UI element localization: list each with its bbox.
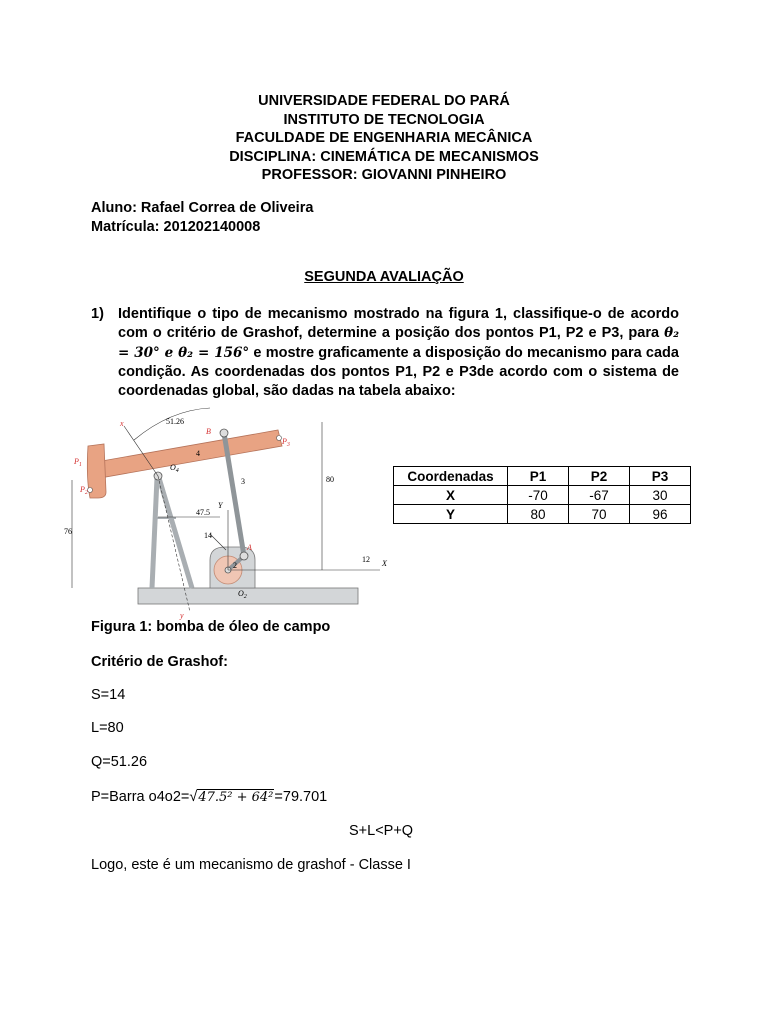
label-dim-47: 47.5 bbox=[196, 508, 210, 517]
table-header-row bbox=[394, 467, 691, 486]
label-link-3: 3 bbox=[241, 477, 245, 486]
table-cell: Y bbox=[394, 505, 508, 524]
value-s: S=14 bbox=[91, 687, 126, 703]
pivot-b bbox=[220, 429, 228, 437]
student-info bbox=[91, 199, 313, 237]
question-1 bbox=[91, 305, 679, 401]
label-dim-80: 80 bbox=[326, 475, 334, 484]
table-cell: 96 bbox=[630, 505, 691, 524]
label-point-o4: $O_4$ bbox=[170, 463, 179, 474]
label-axis-x-global: X bbox=[382, 559, 387, 568]
label-axis-x-local: x bbox=[120, 419, 124, 428]
university-name: UNIVERSIDADE FEDERAL DO PARÁ bbox=[258, 93, 510, 109]
table-cell: -67 bbox=[569, 486, 630, 505]
table-row bbox=[394, 486, 691, 505]
institution-header bbox=[0, 92, 768, 185]
faculty-name: FACULDADE DE ENGENHARIA MECÂNICA bbox=[235, 130, 533, 146]
label-point-p2: $P_2$ bbox=[80, 485, 88, 496]
table-cell: 30 bbox=[630, 486, 691, 505]
question-text-part1: Identifique o tipo de mecanismo mostrado na figura 1, classifique-o de acordo com o critério de Grashof, determine a posição dos pontos P1, P2 e P3, para bbox=[118, 306, 679, 342]
pivot-a bbox=[240, 552, 248, 560]
label-axis-y-global: Y bbox=[218, 501, 223, 510]
label-link-4: 4 bbox=[196, 449, 200, 458]
exam-title: SEGUNDA AVALIAÇÃO bbox=[304, 269, 464, 285]
table-cell: X bbox=[394, 486, 508, 505]
table-header-cell: P3 bbox=[630, 467, 691, 486]
equation-result: =79.701 bbox=[274, 789, 328, 805]
institute-name: INSTITUTO DE TECNOLOGIA bbox=[283, 111, 485, 128]
table-cell: 70 bbox=[569, 505, 630, 524]
figure-caption: Figura 1: bomba de óleo de campo bbox=[91, 619, 331, 635]
ground-base bbox=[138, 588, 358, 604]
discipline-name: DISCIPLINA: CINEMÁTICA DE MECANISMOS bbox=[229, 148, 539, 165]
label-point-p1: $P_1$ bbox=[74, 457, 82, 468]
label-dim-12: 12 bbox=[362, 555, 370, 564]
label-point-b: B bbox=[206, 427, 211, 436]
equation-prefix: P=Barra o4o2= bbox=[91, 789, 190, 805]
walking-beam bbox=[96, 430, 282, 478]
table-cell: -70 bbox=[508, 486, 569, 505]
pump-mechanism-figure bbox=[60, 400, 400, 624]
theta-condition: θ₂ = 30° e θ₂ = 156° bbox=[118, 325, 679, 361]
point-p3-marker bbox=[277, 436, 282, 441]
table-header-cell: Coordenadas bbox=[394, 467, 508, 486]
sqrt-symbol: √ bbox=[189, 789, 198, 805]
label-point-p3: $P_3$ bbox=[282, 437, 290, 448]
label-point-o2: $O_2$ bbox=[238, 589, 247, 600]
student-id: Matrícula: 201202140008 bbox=[91, 219, 261, 235]
label-point-a: A bbox=[247, 543, 252, 552]
professor-name: PROFESSOR: GIOVANNI PINHEIRO bbox=[261, 167, 507, 183]
label-dim-51: 51.26 bbox=[166, 417, 184, 426]
bar-length-equation bbox=[91, 789, 327, 805]
label-link-2: 2 bbox=[233, 561, 237, 570]
grashof-inequality: S+L<P+Q bbox=[349, 823, 414, 839]
point-p2-marker bbox=[88, 488, 93, 493]
table-header-cell: P2 bbox=[569, 467, 630, 486]
question-text bbox=[118, 305, 679, 401]
label-axis-y-local: y bbox=[180, 611, 184, 620]
coordinates-table bbox=[393, 466, 691, 524]
conclusion-text: Logo, este é um mecanismo de grashof - Classe I bbox=[91, 857, 411, 873]
value-l: L=80 bbox=[91, 720, 124, 736]
support-leg-left bbox=[152, 478, 157, 588]
question-number: 1) bbox=[91, 306, 104, 322]
sqrt-content: 47.5² + 64² bbox=[198, 790, 274, 805]
support-leg-right bbox=[159, 478, 192, 588]
value-q: Q=51.26 bbox=[91, 754, 148, 770]
student-name: Aluno: Rafael Correa de Oliveira bbox=[91, 200, 314, 216]
label-dim-76: 76 bbox=[64, 527, 72, 536]
question-text-part2: e mostre graficamente a disposição do mecanismo para cada condição. As coordenadas dos pontos P1, P2 e P3de acordo com o sistema de coordenadas global, são dadas na tabela abaixo: bbox=[118, 344, 679, 400]
table-row bbox=[394, 505, 691, 524]
label-dim-14: 14 bbox=[204, 531, 212, 540]
criterion-title: Critério de Grashof: bbox=[91, 654, 228, 670]
table-cell: 80 bbox=[508, 505, 569, 524]
table-header-cell: P1 bbox=[508, 467, 569, 486]
